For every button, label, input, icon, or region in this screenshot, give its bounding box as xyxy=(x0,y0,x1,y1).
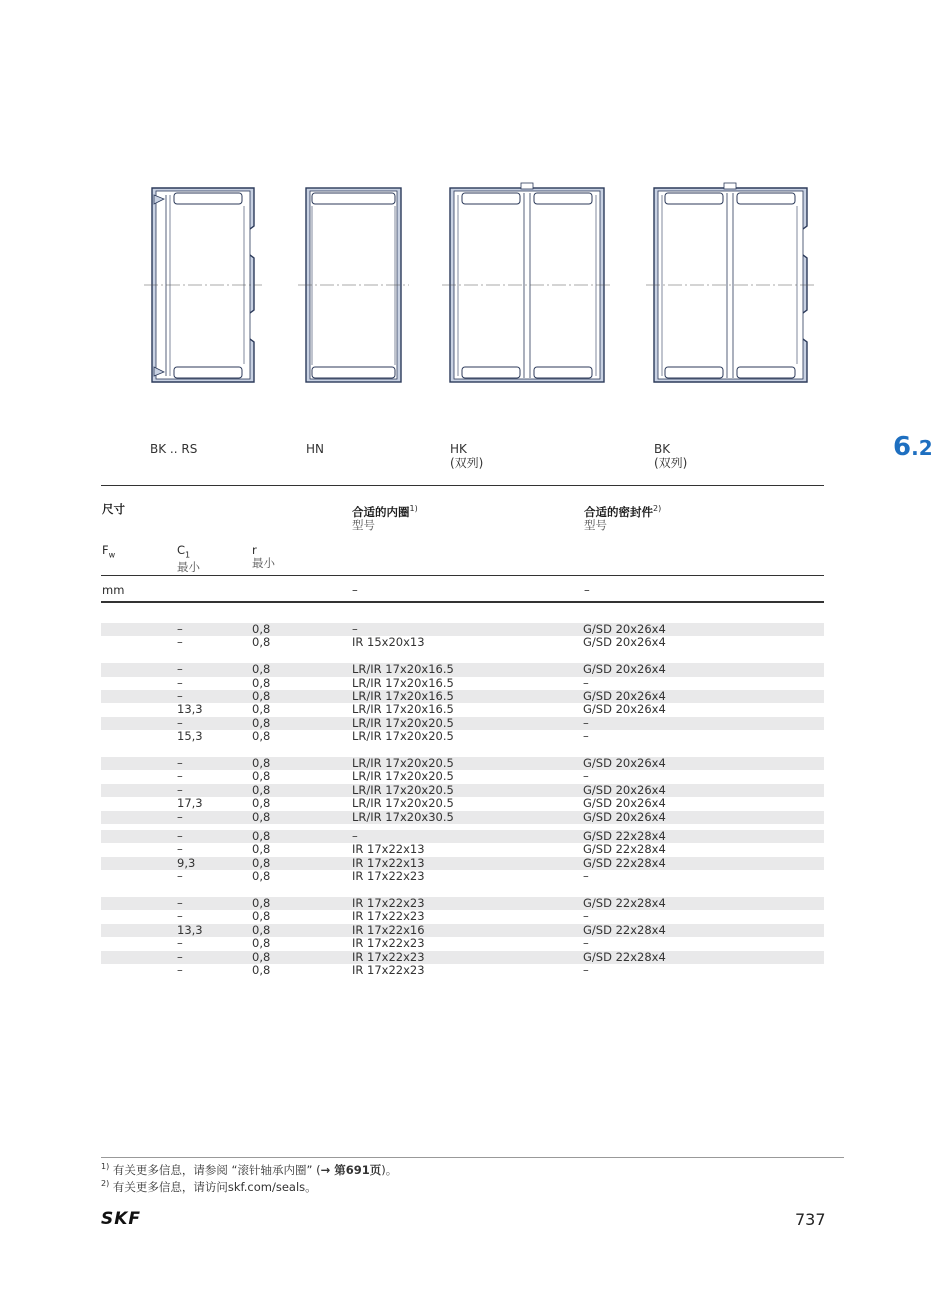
cell-c1: – xyxy=(177,949,183,964)
cell-inner-ring: IR 17x22x23 xyxy=(352,949,425,964)
cell-inner-ring: LR/IR 17x20x16.5 xyxy=(352,675,454,690)
cell-inner-ring: LR/IR 17x20x16.5 xyxy=(352,689,454,703)
unit-mm: mm xyxy=(102,583,125,597)
cell-c1: 13,3 xyxy=(177,922,203,937)
cell-seal: – xyxy=(583,909,589,924)
cell-c1: – xyxy=(177,936,183,951)
cell-c1: 13,3 xyxy=(177,702,203,717)
drawing-bk-double xyxy=(646,183,815,382)
cell-inner-ring: LR/IR 17x20x20.5 xyxy=(352,782,454,797)
table-row xyxy=(101,924,824,937)
cell-r: 0,8 xyxy=(252,809,271,824)
cell-seal: G/SD 22x28x4 xyxy=(583,922,666,937)
cell-inner-ring: IR 17x22x16 xyxy=(352,922,425,937)
cell-seal: – xyxy=(583,769,589,784)
footnote-1-link[interactable]: → 第691页 xyxy=(320,1162,382,1177)
cell-c1: 9,3 xyxy=(177,855,196,870)
bearing-drawings xyxy=(0,0,950,420)
cell-r: 0,8 xyxy=(252,782,271,797)
cell-inner-ring: LR/IR 17x20x20.5 xyxy=(352,729,454,744)
cell-seal: G/SD 20x26x4 xyxy=(583,689,666,703)
cell-inner-ring: LR/IR 17x20x20.5 xyxy=(352,769,454,784)
header-inner-ring: 合适的内圈$^{1)}$ 型号 xyxy=(352,504,418,532)
cell-r: 0,8 xyxy=(252,909,271,924)
cell-c1: – xyxy=(177,689,183,703)
cell-inner-ring: LR/IR 17x20x20.5 xyxy=(352,796,454,811)
cell-seal: G/SD 20x26x4 xyxy=(583,809,666,824)
table-row xyxy=(101,703,824,716)
cell-seal: G/SD 22x28x4 xyxy=(583,829,666,843)
cell-seal: G/SD 22x28x4 xyxy=(583,949,666,964)
cell-seal: G/SD 20x26x4 xyxy=(583,635,666,650)
cell-r: 0,8 xyxy=(252,622,271,636)
cell-c1: – xyxy=(177,809,183,824)
table-row xyxy=(101,784,824,797)
cell-inner-ring: LR/IR 17x20x20.5 xyxy=(352,756,454,770)
cell-inner-ring: IR 17x22x23 xyxy=(352,869,425,884)
table-row xyxy=(101,857,824,870)
table-top-rule xyxy=(101,485,824,486)
cell-seal: G/SD 22x28x4 xyxy=(583,855,666,870)
skf-logo: SKF xyxy=(101,1209,142,1229)
cell-c1: – xyxy=(177,756,183,770)
header-c1: $C_1$ 最小 xyxy=(177,543,200,575)
cell-seal: G/SD 20x26x4 xyxy=(583,662,666,677)
cell-c1: – xyxy=(177,782,183,797)
cell-r: 0,8 xyxy=(252,635,271,650)
cell-seal: – xyxy=(583,869,589,884)
cell-r: 0,8 xyxy=(252,896,271,910)
cell-seal: G/SD 20x26x4 xyxy=(583,702,666,717)
table-row xyxy=(101,797,824,810)
table-row xyxy=(101,623,824,636)
unit-dash-ring: – xyxy=(352,583,358,597)
cell-inner-ring: IR 15x20x13 xyxy=(352,635,425,650)
cell-c1: 17,3 xyxy=(177,796,203,811)
cell-r: 0,8 xyxy=(252,829,271,843)
cell-inner-ring: IR 17x22x23 xyxy=(352,936,425,951)
cell-c1: – xyxy=(177,622,183,636)
cell-seal: G/SD 20x26x4 xyxy=(583,756,666,770)
footnotes xyxy=(101,1160,397,1194)
cell-seal: – xyxy=(583,963,589,977)
cell-inner-ring: LR/IR 17x20x16.5 xyxy=(352,702,454,717)
table-row xyxy=(101,843,824,856)
cell-inner-ring: LR/IR 17x20x16.5 xyxy=(352,662,454,677)
table-row xyxy=(101,770,824,783)
cell-c1: – xyxy=(177,963,183,977)
cell-r: 0,8 xyxy=(252,702,271,717)
cell-c1: – xyxy=(177,675,183,690)
cell-seal: – xyxy=(583,675,589,690)
header-dimensions: 尺寸 xyxy=(102,502,125,516)
table-row xyxy=(101,910,824,923)
table-row xyxy=(101,964,824,977)
footnote-1: $^{1)}$ 有关更多信息，请参阅 “滚针轴承内圈” (→ 第691页)。 xyxy=(101,1162,398,1177)
table-row xyxy=(101,757,824,770)
table-row xyxy=(101,717,824,730)
table-row xyxy=(101,690,824,703)
cell-r: 0,8 xyxy=(252,869,271,884)
table-row xyxy=(101,663,824,676)
cell-r: 0,8 xyxy=(252,922,271,937)
cell-inner-ring: IR 17x22x13 xyxy=(352,855,425,870)
cell-c1: – xyxy=(177,909,183,924)
cell-c1: – xyxy=(177,769,183,784)
cell-inner-ring: – xyxy=(352,829,358,843)
cell-r: 0,8 xyxy=(252,769,271,784)
cell-seal: – xyxy=(583,729,589,744)
drawing-hk xyxy=(442,183,612,382)
table-row xyxy=(101,636,824,649)
header-r: r 最小 xyxy=(252,543,275,570)
footnote-rule xyxy=(101,1157,844,1158)
table-row xyxy=(101,951,824,964)
section-number: 6.2 xyxy=(893,432,933,462)
page-number: 737 xyxy=(795,1210,826,1229)
cell-r: 0,8 xyxy=(252,662,271,677)
table-row xyxy=(101,677,824,690)
table-row xyxy=(101,830,824,843)
table-row xyxy=(101,870,824,883)
cell-r: 0,8 xyxy=(252,715,271,730)
cell-r: 0,8 xyxy=(252,855,271,870)
cell-c1: – xyxy=(177,715,183,730)
cell-r: 0,8 xyxy=(252,729,271,744)
cell-c1: – xyxy=(177,662,183,677)
drawing-label-bk-double: BK (双列) xyxy=(654,442,688,470)
table-row xyxy=(101,937,824,950)
drawing-bk-rs xyxy=(144,188,262,382)
cell-c1: – xyxy=(177,829,183,843)
cell-c1: – xyxy=(177,842,183,857)
table-header-bottom-rule xyxy=(101,601,824,603)
table-row xyxy=(101,897,824,910)
cell-r: 0,8 xyxy=(252,936,271,951)
cell-inner-ring: LR/IR 17x20x30.5 xyxy=(352,809,454,824)
cell-r: 0,8 xyxy=(252,949,271,964)
cell-r: 0,8 xyxy=(252,675,271,690)
cell-inner-ring: IR 17x22x23 xyxy=(352,963,425,977)
drawing-hn xyxy=(298,188,409,382)
cell-seal: G/SD 22x28x4 xyxy=(583,896,666,910)
cell-c1: 15,3 xyxy=(177,729,203,744)
cell-r: 0,8 xyxy=(252,842,271,857)
cell-seal: G/SD 20x26x4 xyxy=(583,796,666,811)
header-seal: 合适的密封件$^{2)}$ 型号 xyxy=(584,504,662,532)
cell-inner-ring: – xyxy=(352,622,358,636)
table-row xyxy=(101,811,824,824)
cell-r: 0,8 xyxy=(252,796,271,811)
cell-r: 0,8 xyxy=(252,963,271,977)
cell-c1: – xyxy=(177,635,183,650)
cell-seal: – xyxy=(583,936,589,951)
cell-seal: G/SD 22x28x4 xyxy=(583,842,666,857)
footnote-2: $^{2)}$ 有关更多信息，请访问skf.com/seals。 xyxy=(101,1178,317,1194)
cell-seal: – xyxy=(583,715,589,730)
header-fw: $F_w$ xyxy=(102,543,116,560)
cell-seal: G/SD 20x26x4 xyxy=(583,622,666,636)
cell-inner-ring: IR 17x22x23 xyxy=(352,909,425,924)
table-row xyxy=(101,730,824,743)
cell-inner-ring: LR/IR 17x20x20.5 xyxy=(352,715,454,730)
cell-seal: G/SD 20x26x4 xyxy=(583,782,666,797)
cell-inner-ring: IR 17x22x23 xyxy=(352,896,425,910)
drawing-label-hn: HN xyxy=(306,442,324,456)
cell-r: 0,8 xyxy=(252,756,271,770)
unit-dash-seal: – xyxy=(584,583,590,597)
drawing-label-hk: HK (双列) xyxy=(450,442,484,470)
cell-c1: – xyxy=(177,896,183,910)
cell-c1: – xyxy=(177,869,183,884)
table-unit-rule xyxy=(101,575,824,576)
cell-r: 0,8 xyxy=(252,689,271,703)
drawing-label-bk-rs: BK .. RS xyxy=(150,442,198,456)
cell-inner-ring: IR 17x22x13 xyxy=(352,842,425,857)
